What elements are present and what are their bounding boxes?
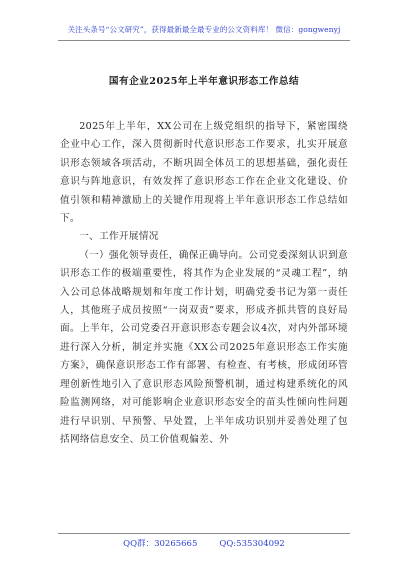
header-divider — [58, 40, 350, 41]
footer-qq-group: QQ群：30265665 — [123, 539, 198, 549]
document-title: 国有企业2025年上半年意识形态工作总结 — [108, 76, 300, 87]
document-body — [60, 118, 348, 449]
intro-paragraph: 2025年上半年，XX公司在上级党组织的指导下，紧密围绕企业中心工作，深入贯彻新时代意识形态工作要求，扎实开展意识形态领域各项活动，不断巩固全体员工的思想基础，强化责任意识与阵地意识，有效发挥了意识形态工作在企业文化建设、价值引领和精神激励上的关键作用现将上半年意识形态工作总结如下。 — [60, 121, 348, 225]
footer-contacts — [0, 537, 408, 549]
header-notice: 关注头条号“公文研究”，获得最新最全最专业的公文资料库！ 微信：gongwenyj — [67, 25, 341, 34]
footer-qq-number: QQ:535304092 — [219, 539, 285, 549]
footer-divider — [58, 533, 350, 534]
section-heading: 一、工作开展情况 — [79, 231, 159, 243]
section-paragraph: （一）强化领导责任，确保正确导向。公司党委深刻认识到意识形态工作的极端重要性，将其作为企业发展的“灵魂工程”，纳入公司总体战略规划和年度工作计划，明确党委书记为第一责任人，其他班子成员按照“一岗双责”要求，形成齐抓共管的良好局面。上半年，公司党委召开意识形态专题会议4次，对内外部环境进行深入分析，制定并实施《XX公司2025年意识形态工作实施方案》，确保意识形态工作有部署、有检查、有考核，形成闭环管理创新性地引入了意识形态风险预警机制，通过构建系统化的风险监测网络，对可能影响企业意识形态安全的苗头性倾向性问题进行早识别、早预警、早处置，上半年成功识别并妥善处理了包括网络信息安全、员工价值观偏差、外 — [60, 249, 348, 445]
